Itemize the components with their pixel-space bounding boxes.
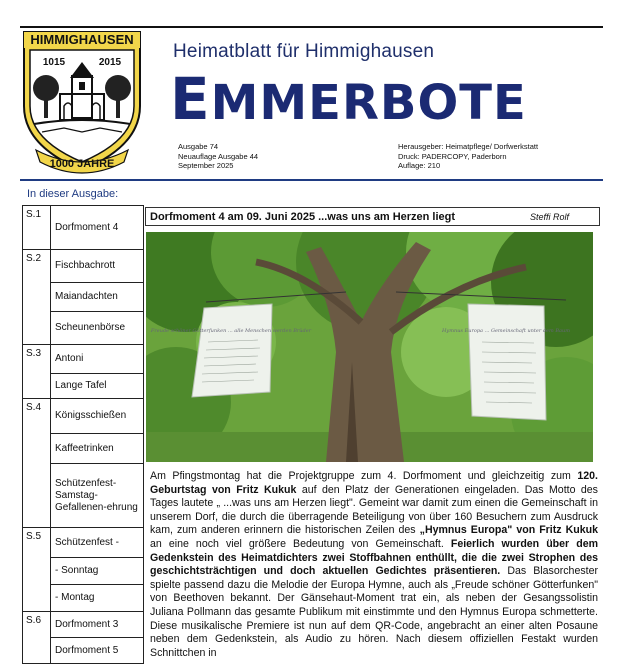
newsletter-title: EMMERBOTE	[170, 65, 527, 133]
toc-item[interactable]: Maiandachten	[51, 283, 144, 312]
toc-item[interactable]: Dorfmoment 5	[51, 638, 144, 664]
toc-item[interactable]: Scheunenbörse	[51, 312, 144, 345]
issue-meta: Ausgabe 74 Neuauflage Ausgabe 44 September 2025	[178, 142, 259, 170]
toc-item[interactable]: Schützenfest-Samstag-Gefallenen-ehrung	[51, 464, 144, 528]
crest-name: HIMMIGHAUSEN	[30, 32, 134, 47]
svg-text:Freude schöner Götterfunken ..: Freude schöner Götterfunken ... alle Menschen werden Brüder	[150, 328, 312, 334]
village-crest-logo	[20, 28, 144, 174]
svg-text:2015: 2015	[98, 57, 122, 68]
newsletter-subtitle: Heimatblatt für Himmighausen	[173, 41, 435, 62]
toc-item[interactable]: Dorfmoment 4	[51, 206, 144, 250]
toc-item[interactable]: Fischbachrott	[51, 250, 144, 283]
toc-item[interactable]: Kaffeetrinken	[51, 434, 144, 464]
svg-text:1015: 1015	[42, 57, 66, 68]
svg-text:Hymnus Europa ... Gemeinschaft: Hymnus Europa ... Gemeinschaft unter dem Baum	[442, 328, 570, 334]
toc-item[interactable]: Schützenfest -	[51, 528, 144, 558]
article-author: Steffi Rolf	[529, 212, 569, 222]
article-title: Dorfmoment 4 am 09. Juni 2025 ...was uns am Herzen liegt	[150, 211, 456, 223]
toc-item[interactable]: Antoni	[51, 345, 144, 374]
tree-banners-photo	[146, 232, 593, 462]
toc-item[interactable]: - Montag	[51, 585, 144, 612]
publisher-meta: Herausgeber: Heimatpflege/ Dorfwerkstatt Druck: PADERCOPY, Paderborn Auflage: 210	[398, 142, 539, 170]
article-header	[145, 207, 600, 226]
table-of-contents: S.1 Dorfmoment 4 S.2 Fischbachrott Maiandachten Scheunenbörse S.3 Antoni Lange Tafel S.4 Königsschießen Kaffeetrinken Schützenfest-Samstag-Gefallenen-ehrung S.5 Schützenfest - - Sonntag - Montag S.6 Dorfmoment 3 Dorfmoment 5	[22, 205, 144, 664]
article-body: Am Pfingstmontag hat die Projektgruppe zum 4. Dorfmoment und gleichzeitig zum 120. Geburtstag von Fritz Kukuk auf den Platz der Generationen eingeladen. Das Motto des Tages lautete „ ...was uns am Herzen liegt". Gemeint war damit zum einen die Gemeinschaft in unserem Dorf, die durch die überragende Beteiligung von über 160 Besuchern zum Ausdruck kam, zum anderen erinnern die historischen Zeilen des „Hymnus Europa" von Fritz Kukuk an eine noch viel größere Bedeutung von Gemeinschaft. Feierlich wurden über dem Gedenkstein des Heimatdichters zwei Stoffbahnen enthüllt, die die zwei Strophen des geschichtsträchtigen und doch aktuellen Gedichtes präsentieren. Das Blasorchester spielte passend dazu die Melodie der Europa Hymne, auch als „Freude schöner Götterfunken" von Beethoven bekannt. Der Gänsehaut-Moment trat ein, als neben der Gesangssolistin Juliana Pollmann das gesamte Publikum mit einstimmte und den Hymnus Europa schmetterte. Diese musikalische Premiere ist nun auf dem QR-Code, angebracht an einer alten Posaune neben dem Gedenkstein, als Audio zu hören. Nach diesem offiziellen Festakt wurden Schnittchen in	[150, 470, 599, 659]
toc-label: In dieser Ausgabe:	[27, 188, 119, 200]
toc-item[interactable]: - Sonntag	[51, 558, 144, 585]
crest-banner: 1000 JAHRE	[49, 158, 115, 170]
toc-item[interactable]: Lange Tafel	[51, 374, 144, 399]
toc-item[interactable]: Königsschießen	[51, 399, 144, 434]
header-bottom-rule	[20, 179, 603, 181]
toc-item[interactable]: Dorfmoment 3	[51, 612, 144, 638]
